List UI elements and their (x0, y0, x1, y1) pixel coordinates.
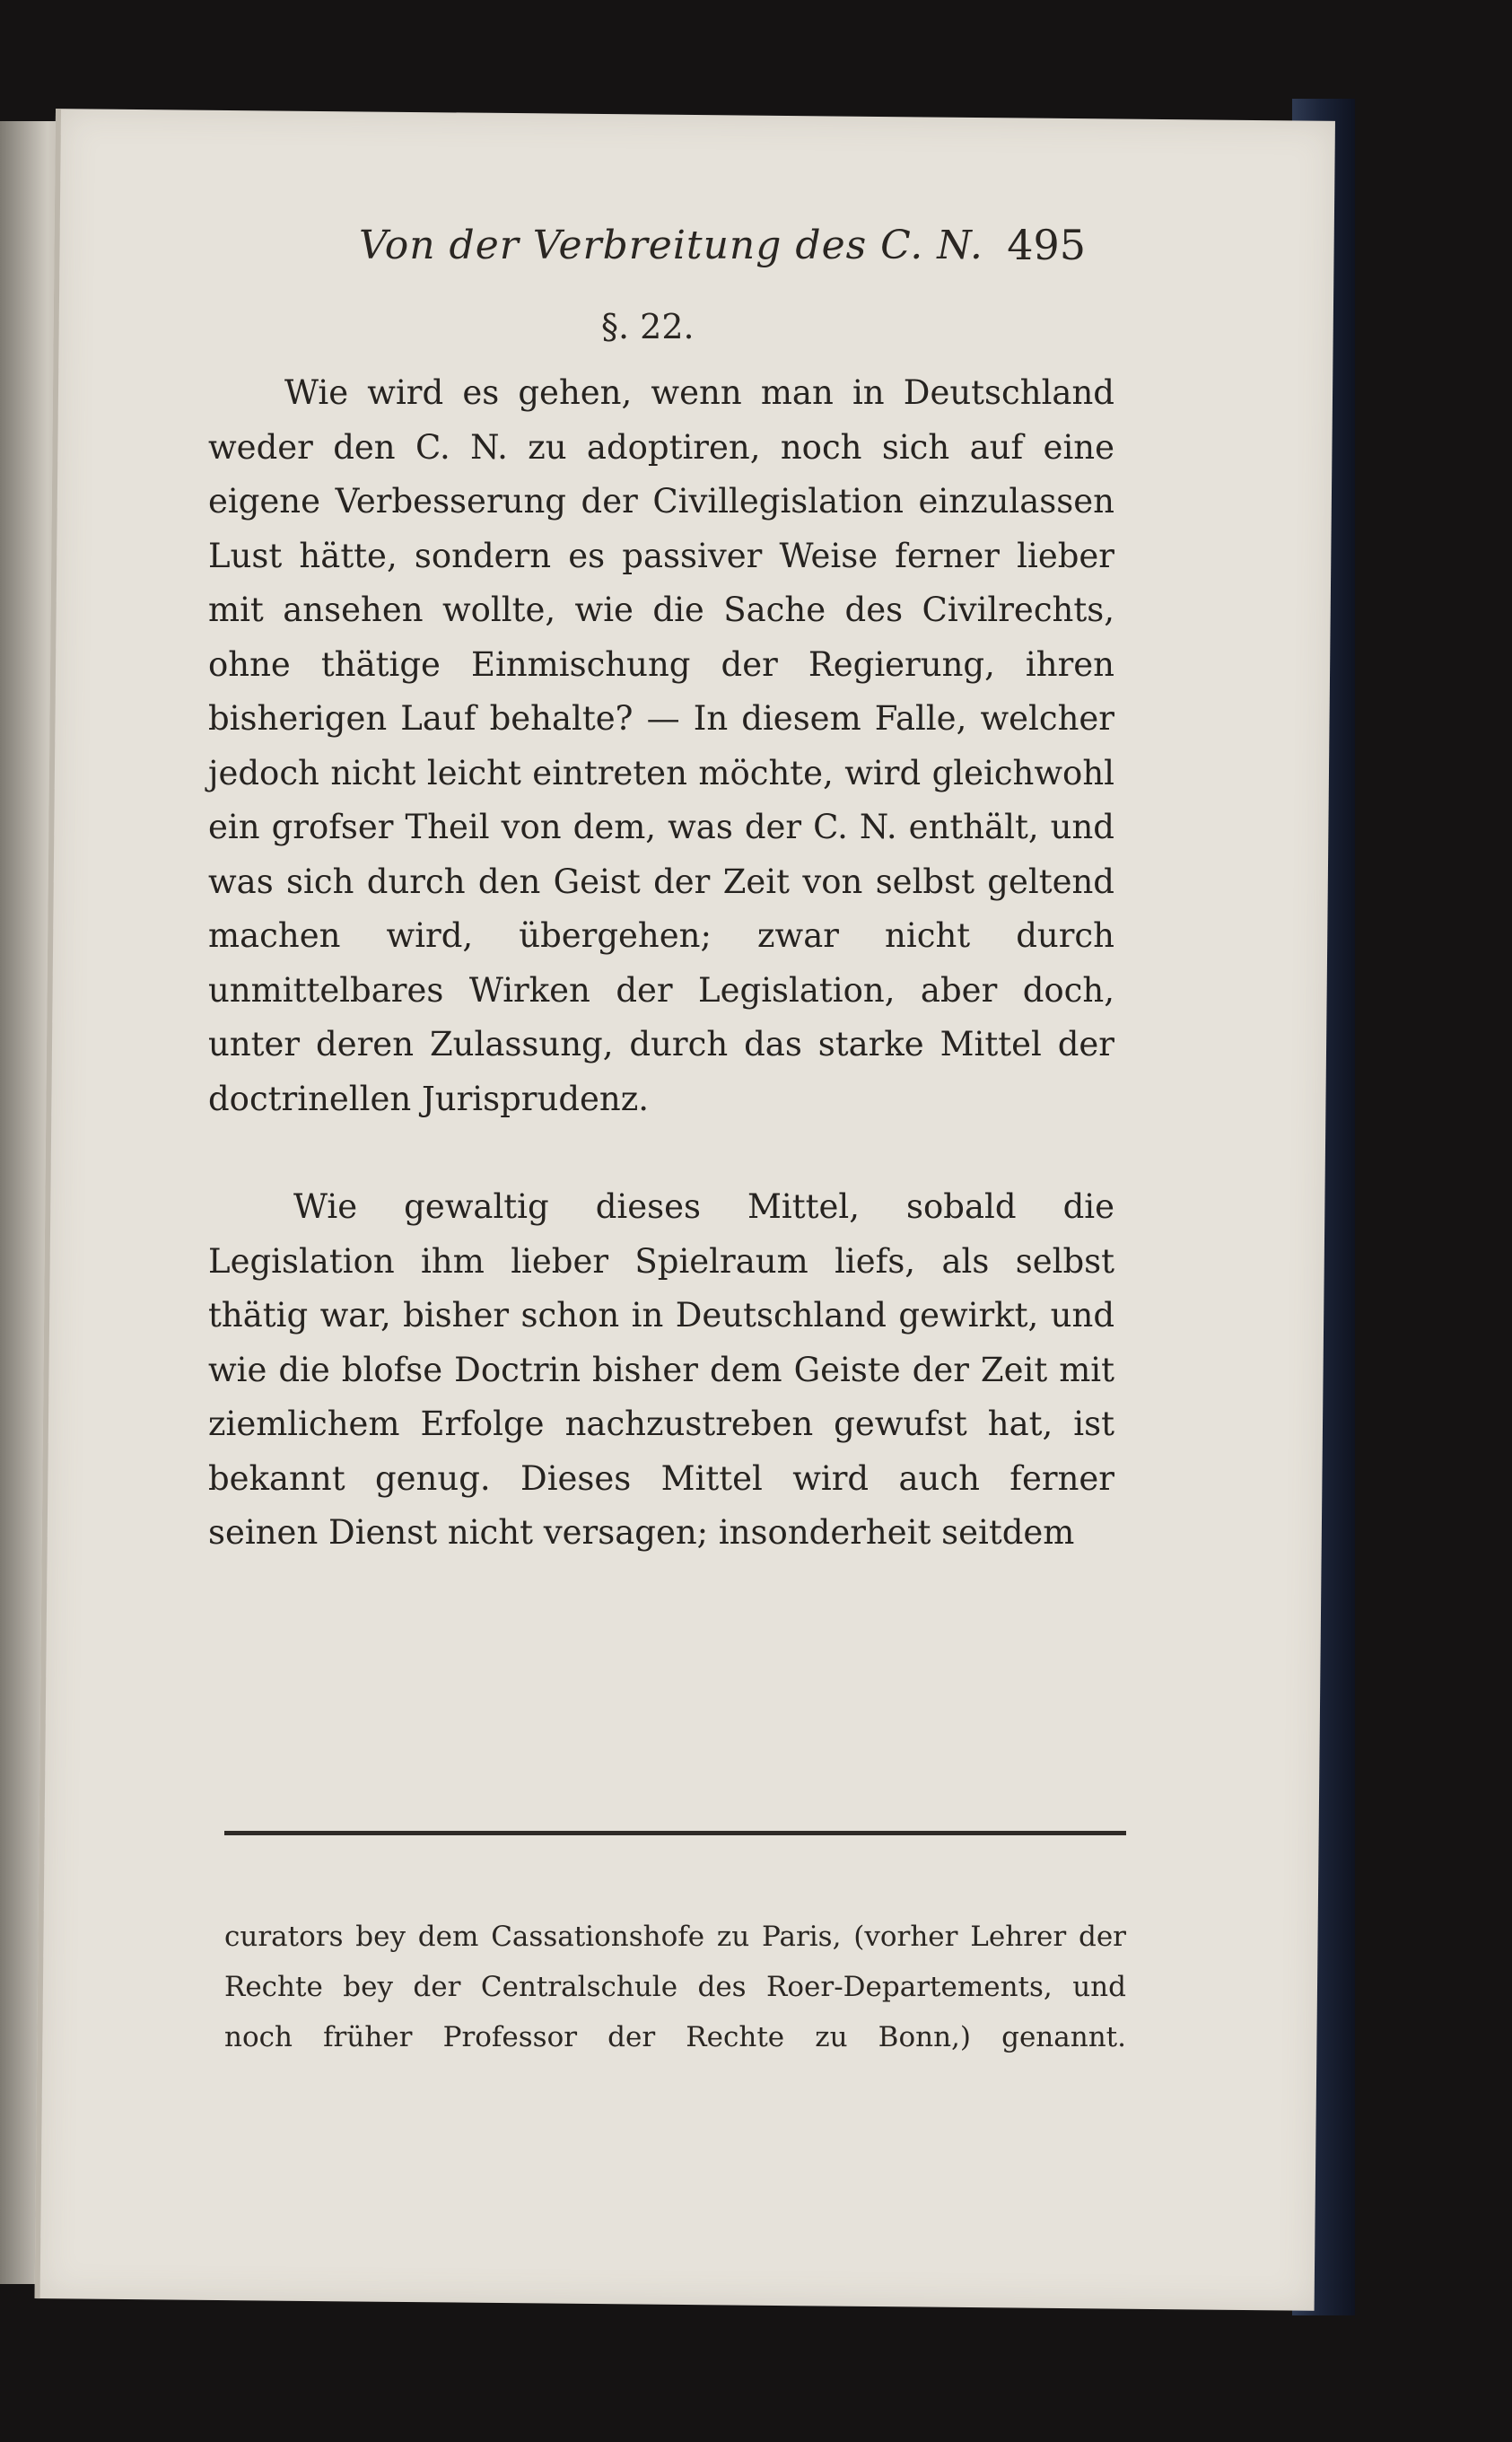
section-heading: §. 22. (601, 307, 695, 346)
footnote-rule (224, 1831, 1126, 1835)
footnote: curators bey dem Cassationshofe zu Paris, (vorher Lehrer der Rechte bey der Centralschule des Roer-Departements, und noch früher Professor der Rechte zu Bonn,) genannt. (224, 1921, 1126, 2053)
running-head (296, 214, 1122, 285)
body-text (208, 366, 1114, 1561)
paragraph-1: Wie wird es gehen, wenn man in Deutschland weder den C. N. zu adoptiren, noch sich auf eine eigene Verbesserung der Civillegislation einzulassen Lust hätte, sondern es passiver Weise ferner lieber mit ansehen wollte, wie die Sache des Civilrechts, ohne thätige Einmischung der Regierung, ihren bisherigen Lauf behalte? — In diesem Falle, welcher jedoch nicht leicht eintreten möchte, wird gleichwohl ein grofser Theil von dem, was der C. N. enthält, und was sich durch den Geist der Zeit von selbst geltend machen wird, übergehen; zwar nicht durch unmittelbares Wirken der Legislation, aber doch, unter deren Zulassung, durch das starke Mittel der doctrinellen Jurisprudenz. (208, 373, 1114, 1118)
paragraph-2: Wie gewaltig dieses Mittel, sobald die Legislation ihm lieber Spielraum liefs, als selbst thätig war, bisher schon in Deutschland gewirkt, und wie die blofse Doctrin bisher dem Geiste der Zeit mit ziemlichem Erfolge nachzustreben gewufst hat, ist bekannt genug. Dieses Mittel wird auch ferner seinen Dienst nicht versagen; insonderheit seitdem (208, 1187, 1114, 1552)
running-title: Von der Verbreitung des C. N. (359, 223, 983, 268)
page-number: 495 (1007, 221, 1086, 269)
